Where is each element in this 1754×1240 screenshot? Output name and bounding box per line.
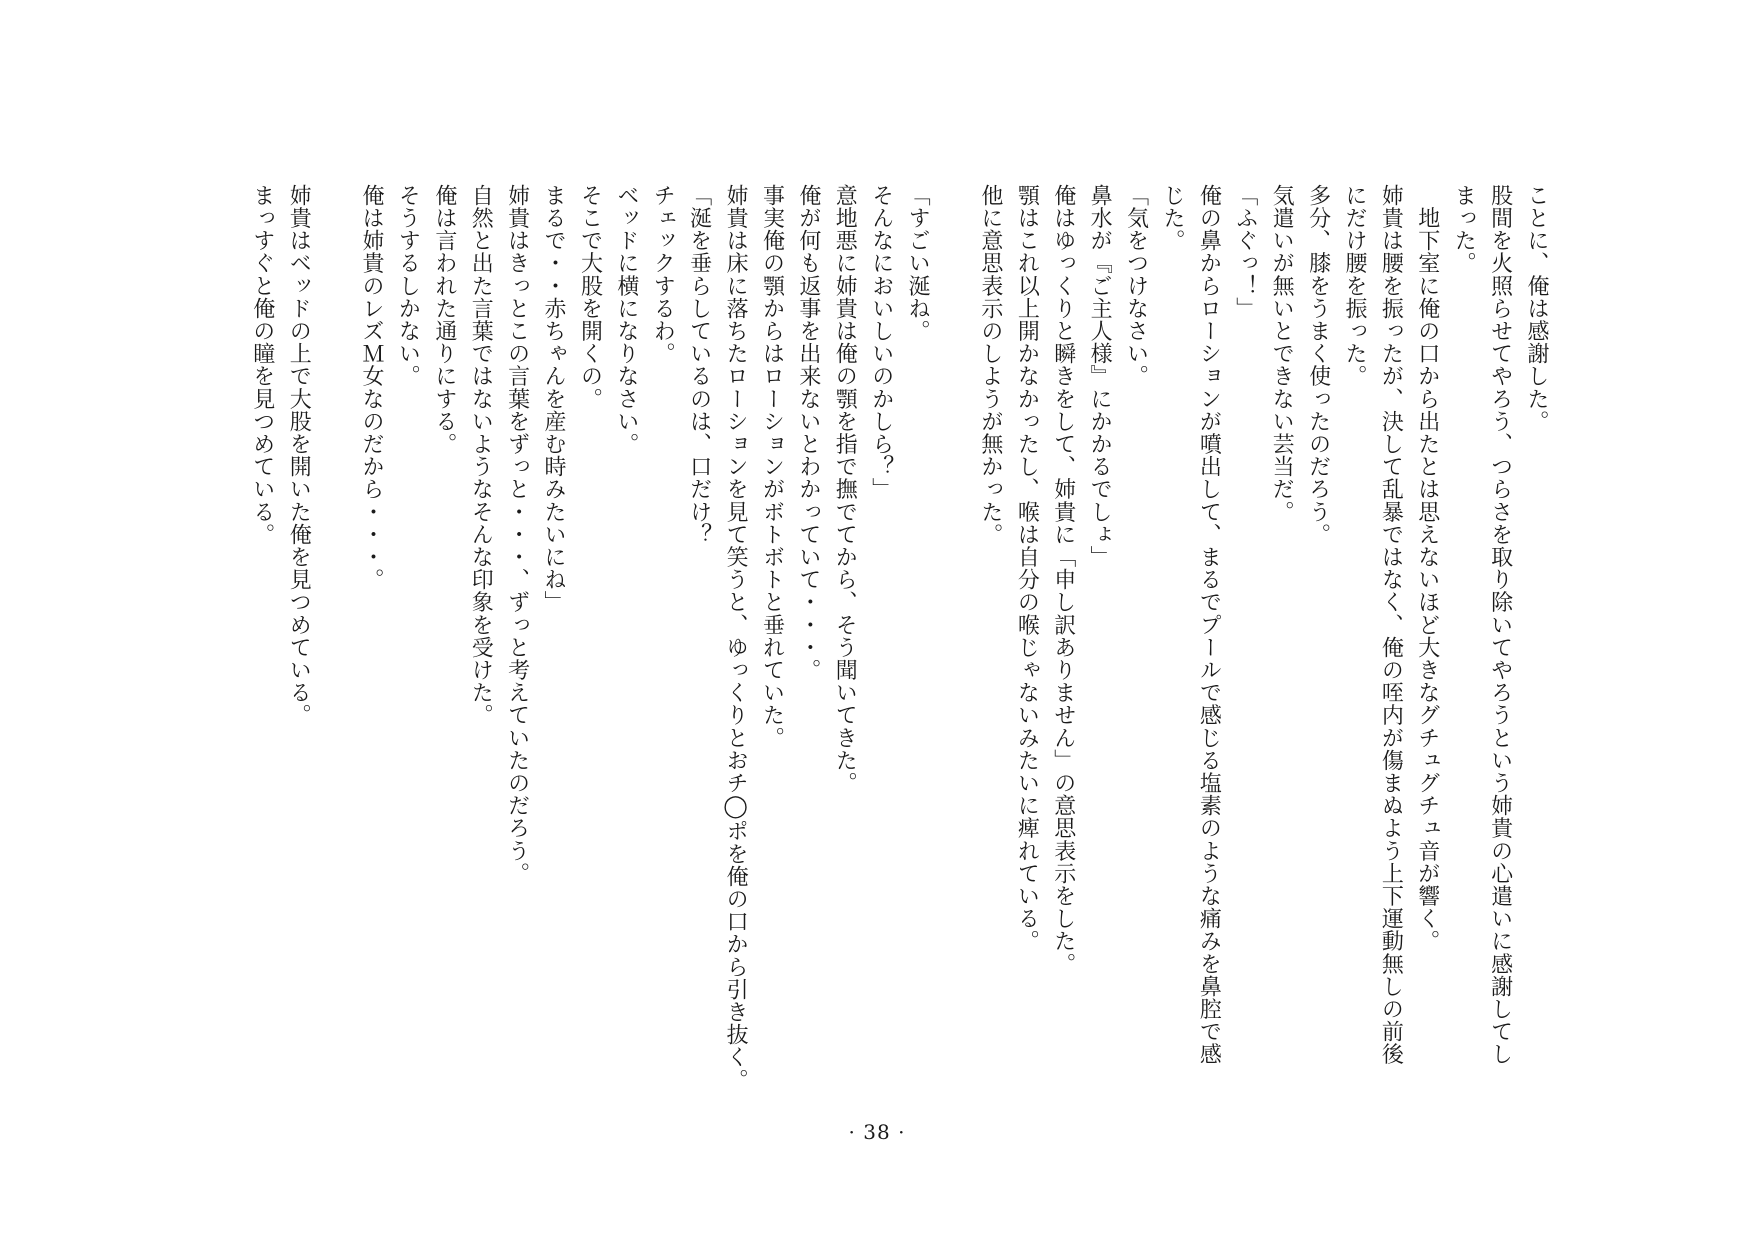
text-line: 姉貴はきっとこの言葉をずっと・・・、ずっと考えていたのだろう。: [504, 184, 530, 885]
text-line: まっすぐと俺の瞳を見つめている。: [249, 184, 275, 546]
text-line: 顎はこれ以上開かなかったし、喉は自分の喉じゃないみたいに痺れている。: [1014, 184, 1040, 953]
text-line: 俺の鼻からローションが噴出して、まるでプールで感じる塩素のような痛みを鼻腔で感: [1196, 184, 1222, 1066]
text-line: 意地悪に姉貴は俺の顎を指で撫でてから、そう聞いてきた。: [832, 184, 858, 795]
text-line: 「ふぐっ！」: [1232, 184, 1258, 320]
text-line: にだけ腰を振った。: [1341, 184, 1367, 388]
blank-line: [935, 184, 971, 1094]
text-line: まるで・・赤ちゃんを産む時みたいにね」: [541, 184, 567, 614]
text-line: チェックするわ。: [650, 184, 676, 365]
text-line: ことに、俺は感謝した。: [1524, 184, 1549, 433]
text-line: じた。: [1159, 184, 1185, 252]
text-line: そうするしかない。: [395, 184, 421, 388]
text-line: まった。: [1451, 184, 1477, 275]
text-line: 事実俺の顎からはローションがボトボトと垂れていた。: [759, 184, 785, 749]
text-line: 姉貴は腰を振ったが、決して乱暴ではなく、俺の咥内が傷まぬよう上下運動無しの前後: [1378, 184, 1404, 1066]
text-line: 俺が何も返事を出来ないとわかっていて・・・。: [795, 184, 821, 682]
page-number: · 38 ·: [848, 1120, 906, 1144]
text-line: 気遣いが無いとできない芸当だ。: [1269, 184, 1295, 523]
vertical-text-body: [194, 184, 1554, 1094]
text-line: 鼻水が『ご主人様』にかかるでしょ」: [1087, 184, 1113, 569]
text-line: 「すごい涎ね。: [905, 184, 931, 343]
text-line: 他に意思表示のしようが無かった。: [977, 184, 1003, 546]
text-line: 俺は姉貴のレズＭ女なのだから・・・。: [359, 184, 384, 591]
text-line: 自然と出た言葉ではないようなそんな印象を受けた。: [468, 184, 494, 727]
text-line: 地下室に俺の口から出たとは思えないほど大きなグチュグチュ音が響く。: [1414, 184, 1440, 953]
text-line: 「涎を垂らしているのは、口だけ？: [686, 184, 712, 546]
text-line: 姉貴は床に落ちたローションを見て笑うと、ゆっくりとおチ◯ポを俺の口から引き抜く。: [723, 184, 749, 1091]
text-line: 「気をつけなさい。: [1123, 184, 1149, 388]
text-line: そんなにおいしいのかしら？」: [868, 184, 894, 501]
text-line: 股間を火照らせてやろう、つらさを取り除いてやろうという姉貴の心遣いに感謝してし: [1487, 184, 1513, 1066]
text-line: 俺はゆっくりと瞬きをして、姉貴に「申し訳ありません」の意思表示をした。: [1050, 184, 1076, 975]
text-line: 俺は言われた通りにする。: [431, 184, 457, 456]
text-line: ベッドに横になりなさい。: [613, 184, 639, 456]
text-line: 姉貴はベッドの上で大股を開いた俺を見つめている。: [286, 184, 312, 727]
text-line: 多分、膝をうまく使ったのだろう。: [1305, 184, 1331, 546]
text-line: そこで大股を開くの。: [577, 184, 603, 410]
blank-line: [316, 184, 352, 1094]
